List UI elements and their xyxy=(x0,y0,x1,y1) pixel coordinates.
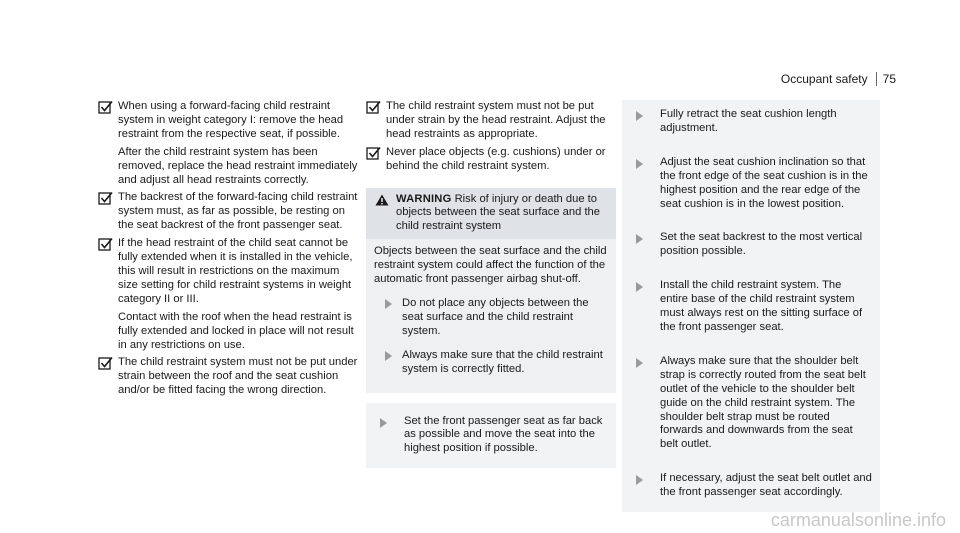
warning-bullet-text: Do not place any objects between the seat surface and the child restraint system. xyxy=(402,296,589,337)
checkbox-check-icon xyxy=(366,100,381,115)
warning-title: Risk of injury or death due to objects between the seat surface and the child restraint system xyxy=(396,192,600,233)
checkbox-check-icon xyxy=(366,146,381,161)
check-item xyxy=(98,191,360,233)
step-item xyxy=(622,150,880,226)
step-item xyxy=(622,225,880,273)
step-item xyxy=(622,349,880,466)
step-item xyxy=(622,273,880,349)
step-text: Fully retract the seat cushion length adjustment. xyxy=(660,108,837,134)
check-item-text: When using a forward-facing child restraint system in weight category I: remove the head restraint from the respective seat, if possible. xyxy=(118,100,344,140)
warning-triangle-icon xyxy=(375,194,389,206)
check-item-text: The child restraint system must not be put under strain by the head restraint. Adjust the head restraints as appropriate. xyxy=(386,100,606,140)
column-3 xyxy=(622,100,880,512)
step-item xyxy=(622,466,880,506)
check-item-subtext: Contact with the roof when the head restraint is fully extended and locked in place will not result in any restrictions on use. xyxy=(118,310,354,351)
arrow-right-icon xyxy=(636,282,643,292)
checkbox-check-icon xyxy=(98,356,113,371)
check-item xyxy=(366,146,616,174)
warning-text: Objects between the seat surface and the child restraint system could affect the function of the automatic front passenger airbag shut-off. xyxy=(374,245,607,286)
arrow-right-icon xyxy=(380,418,387,428)
checkbox-check-icon xyxy=(98,100,113,115)
step-text: Always make sure that the shoulder belt strap is correctly routed from the seat belt outlet of the vehicle to the shoulder belt guide on the child restraint system. The shoulder belt strap must be routed forwards and downwards from the seat belt outlet. xyxy=(660,354,866,451)
warning-body xyxy=(366,239,616,392)
page-number: 75 xyxy=(882,72,896,86)
arrow-right-icon xyxy=(636,475,643,485)
check-item-text: If the head restraint of the child seat cannot be fully extended when it is installed in the vehicle, this will result in restrictions on the maximum size setting for child restraint systems in weight category II or III. xyxy=(118,237,353,305)
check-item-text: The backrest of the forward-facing child restraint system must, as far as possible, be resting on the seat backrest of the front passenger seat. xyxy=(118,191,358,232)
arrow-right-icon xyxy=(636,111,643,121)
checkbox-check-icon xyxy=(98,191,113,206)
column-1 xyxy=(98,100,360,402)
check-item xyxy=(98,356,360,398)
warning-box xyxy=(366,188,616,393)
step-text: Set the seat backrest to the most vertical position possible. xyxy=(660,231,863,258)
check-item-text: The child restraint system must not be put under strain between the roof and the seat cushion and/or be fitted facing the wrong direction. xyxy=(118,356,358,397)
checkbox-check-icon xyxy=(98,237,113,252)
warning-bullet xyxy=(382,297,608,339)
column-2 xyxy=(366,100,616,468)
page-header xyxy=(781,72,896,86)
check-item xyxy=(98,100,360,187)
section-title: Occupant safety xyxy=(780,72,868,86)
step-text: Set the front passenger seat as far back as possible and move the seat into the highest position if possible. xyxy=(404,414,603,455)
check-item xyxy=(366,100,616,142)
step-group xyxy=(622,100,880,512)
header-divider xyxy=(876,72,877,86)
arrow-right-icon xyxy=(385,299,392,309)
step-text: If necessary, adjust the seat belt outlet and the front passenger seat accordingly. xyxy=(660,472,872,499)
warning-header xyxy=(366,188,616,240)
arrow-right-icon xyxy=(636,159,643,169)
step-text: Install the child restraint system. The entire base of the child restraint system must always rest on the sitting surface of the front passenger seat. xyxy=(660,279,863,333)
warning-bullet-text: Always make sure that the child restraint system is correctly fitted. xyxy=(402,348,603,375)
arrow-right-icon xyxy=(636,234,643,244)
step-item xyxy=(622,102,880,150)
arrow-right-icon xyxy=(385,351,392,361)
arrow-right-icon xyxy=(636,358,643,368)
check-item-text: Never place objects (e.g. cushions) under or behind the child restraint system. xyxy=(386,145,606,172)
step-text: Adjust the seat cushion inclination so that the front edge of the seat cushion is in the highest position and the rear edge of the seat cushion is in the lowest position. xyxy=(660,155,868,210)
step-group xyxy=(366,403,616,469)
warning-label: WARNING xyxy=(396,192,452,205)
check-item-subtext: After the child restraint system has been removed, replace the head restraint immediately and adjust all head restraints correctly. xyxy=(118,145,358,186)
watermark: carmanualsonline.info xyxy=(770,510,946,530)
step-item xyxy=(366,409,616,463)
warning-bullet xyxy=(382,349,608,377)
check-item xyxy=(98,237,360,352)
